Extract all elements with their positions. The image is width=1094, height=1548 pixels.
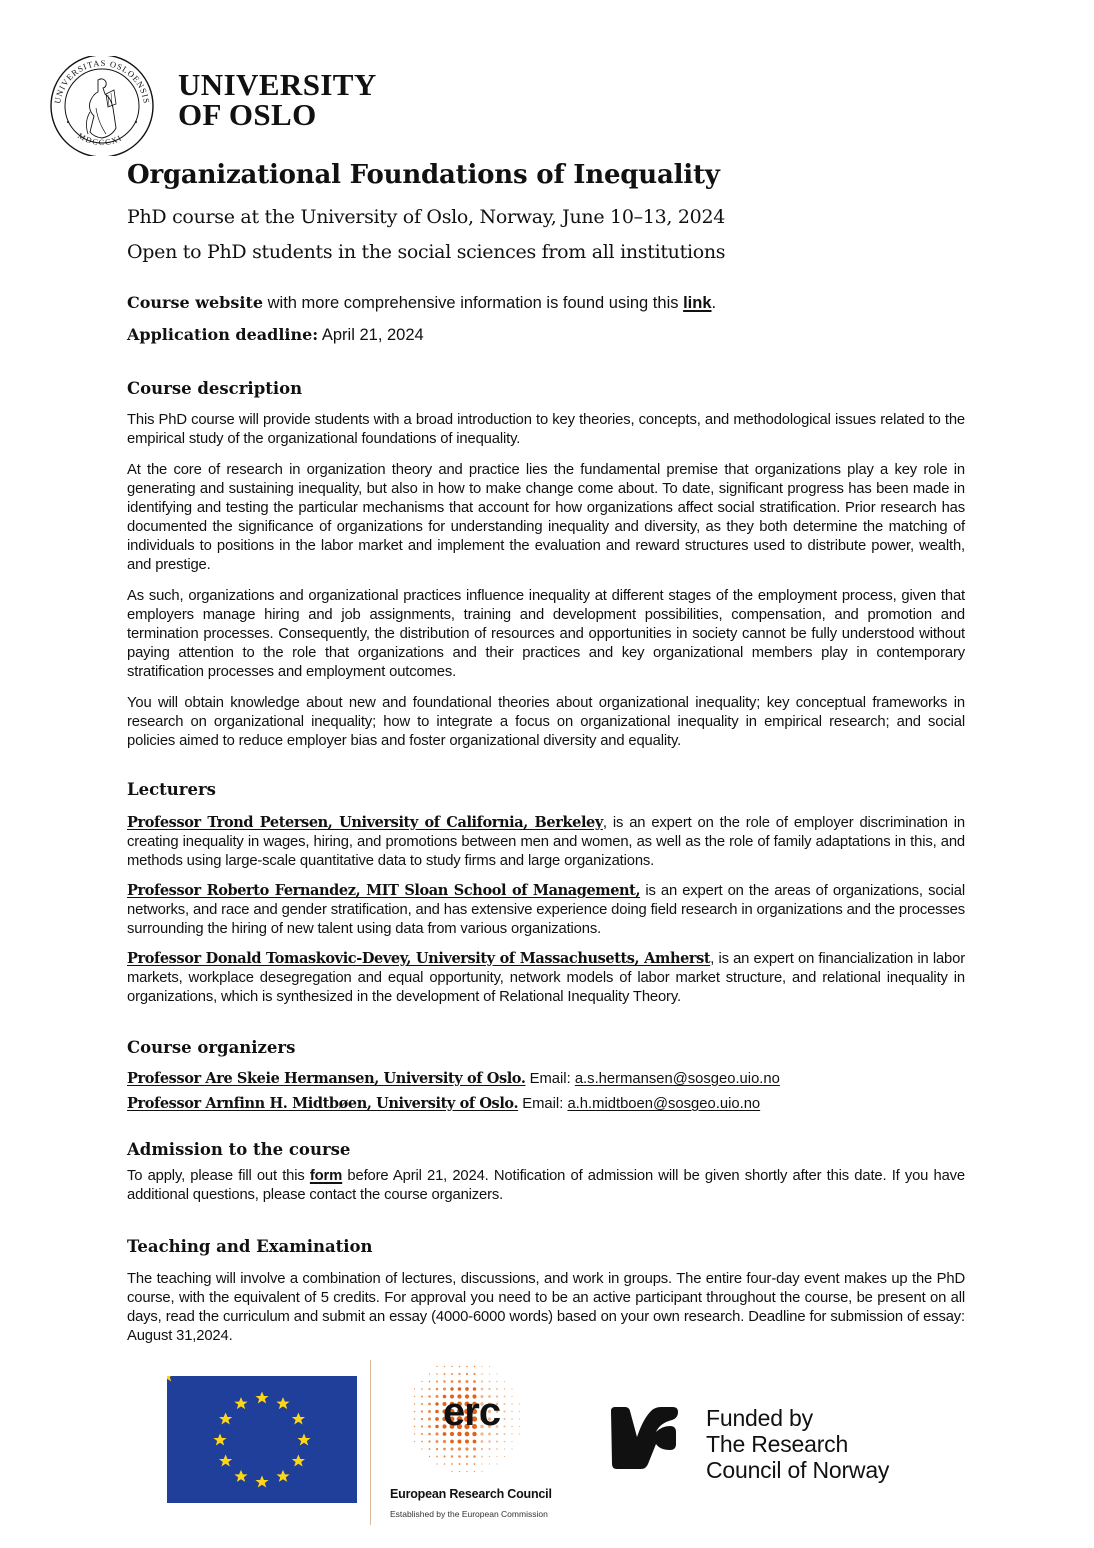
course-website-period: . (711, 294, 717, 312)
course-description-heading: Course description (127, 379, 303, 398)
course-website-text: with more comprehensive information is found using this (263, 294, 684, 312)
application-deadline-label: Application deadline: (127, 325, 319, 344)
erc-dot-burst-icon (385, 1355, 585, 1485)
rcn-line1: Funded by (706, 1405, 813, 1431)
eu-stars-icon (167, 1376, 357, 1503)
erc-subtitle: Established by the European Commission (390, 1509, 548, 1519)
course-subtitle-audience: Open to PhD students in the social sciences from all institutions (127, 241, 726, 263)
course-description-paragraph-4: You will obtain knowledge about new and foundational theories about organizational inequality; key conceptual frameworks in research on organizational inequality; how to integrate a focus on organizational inequality in empirical research; and social policies aimed to reduce employer bias and foster organizational diversity and equality. (127, 695, 965, 749)
lecturer-bio: is an expert on the areas of organizations, social networks, and race and gender stratification, and has extensive experience doing field research in organizations and the processes surrounding the hiring of new talent using data from various organizations. (127, 883, 965, 937)
admission-text-after: before April 21, 2024. Notification of admission will be given shortly after this date. If you have additional questions, please contact the course organizers. (127, 1168, 965, 1203)
rcn-line3: Council of Norway (706, 1457, 890, 1483)
rcn-line2: The Research (706, 1431, 849, 1457)
admission-heading: Admission to the course (127, 1140, 351, 1159)
lecturer-item (127, 881, 965, 939)
course-website-link[interactable]: link (683, 294, 712, 312)
application-deadline-line (127, 325, 424, 345)
lecturer-name-link[interactable]: Professor Roberto Fernandez, MIT Sloan School of Management, (127, 882, 641, 899)
course-subtitle-dates: PhD course at the University of Oslo, Norway, June 10–13, 2024 (127, 206, 726, 228)
lecturer-name-link[interactable]: Professor Trond Petersen, University of California, Berkeley (127, 814, 603, 831)
course-website-line (127, 293, 716, 313)
research-council-norway-mark-icon (607, 1405, 682, 1480)
organizer-item (127, 1095, 760, 1112)
university-seal-icon (48, 56, 156, 156)
course-website-label: Course website (127, 293, 264, 312)
university-name-line2: OF OSLO (178, 97, 317, 132)
email-label: Email: (525, 1071, 575, 1087)
lecturer-bio: , is an expert on financialization in labor markets, workplace desegregation and equal opportunity, network models of labor market structure, and relational inequality in organizations, which is synthesized in the development of Relational Inequality Theory. (127, 951, 965, 1005)
lecturer-item (127, 949, 965, 1007)
lecturer-bio: , is an expert on the role of employer discrimination in creating inequality in wages, hiring, and promotions between men and women, as well as the role of family adaptations in this, and methods using large-scale quantitative data to study firms and large organizations. (127, 815, 965, 869)
page-title: Organizational Foundations of Inequality (127, 160, 720, 190)
university-header (48, 56, 548, 156)
lecturers-heading: Lecturers (127, 780, 216, 799)
organizer-name-link[interactable]: Professor Are Skeie Hermansen, University of Oslo. (127, 1070, 526, 1087)
research-council-norway-logo (607, 1405, 937, 1485)
university-name (178, 67, 377, 132)
eu-flag-logo (167, 1376, 357, 1503)
research-council-norway-text (706, 1405, 889, 1483)
application-deadline-value: April 21, 2024 (318, 326, 424, 344)
lecturer-item (127, 813, 965, 871)
course-description-paragraph-1: This PhD course will provide students with a broad introduction to key theories, concepts, and methodological issues related to the empirical study of the organizational foundations of inequality. (127, 412, 965, 447)
organizer-item (127, 1070, 780, 1087)
university-name-line1: UNIVERSITY (178, 67, 377, 102)
svg-text:MDCCCXI: MDCCCXI (76, 131, 125, 148)
organizer-email-link[interactable]: a.s.hermansen@sosgeo.uio.no (574, 1071, 780, 1087)
lecturer-name-link[interactable]: Professor Donald Tomaskovic-Devey, University of Massachusetts, Amherst (127, 950, 711, 967)
funder-logos (0, 1355, 1094, 1545)
erc-logo (385, 1355, 585, 1530)
organizer-email-link[interactable]: a.h.midtboen@sosgeo.uio.no (567, 1096, 761, 1112)
admission-text-before: To apply, please fill out this (127, 1168, 310, 1184)
teaching-text: The teaching will involve a combination of lectures, discussions, and work in groups. The entire four-day event makes up the PhD course, with the equivalent of 5 credits. For approval you need to be an active participant throughout the course, be present on all days, read the curriculum and submit an essay (4000-6000 words) based on your own research. Deadline for submission of essay: August 31,2024. (127, 1271, 965, 1344)
organizers-heading: Course organizers (127, 1038, 296, 1057)
email-label: Email: (518, 1096, 568, 1112)
teaching-heading: Teaching and Examination (127, 1237, 373, 1256)
course-description-paragraph-2: At the core of research in organization theory and practice lies the fundamental premise that organizations play a key role in generating and sustaining inequality, but also in how to make change come about. To date, significant progress has been made in identifying and testing the particular mechanisms that account for how organizations affect social stratification. Prior research has documented the significance of organizations for understanding inequality and diversity, as they both determine the matching of individuals to positions in the labor market and implement the evaluation and reward structures used to distribute power, wealth, and prestige. (127, 462, 965, 573)
svg-text:erc: erc (443, 1390, 501, 1434)
application-form-link[interactable]: form (309, 1168, 343, 1184)
course-description-paragraph-3: As such, organizations and organizational practices influence inequality at different stages of the employment process, given that employers manage hiring and job assignments, training and development possibilities, compensation, and promotion and termination processes. Consequently, the distribution of resources and opportunities in society cannot be fully understood without paying attention to the role that organizations and their practices and key organizational members play in contemporary stratification processes and employment outcomes. (127, 588, 965, 680)
svg-text:UNIVERSITAS OSLOENSIS: UNIVERSITAS OSLOENSIS (52, 57, 152, 105)
organizer-name-link[interactable]: Professor Arnfinn H. Midtbøen, University of Oslo. (127, 1095, 519, 1112)
admission-text (127, 1167, 965, 1205)
erc-title: European Research Council (390, 1487, 552, 1501)
logo-divider (370, 1360, 371, 1525)
